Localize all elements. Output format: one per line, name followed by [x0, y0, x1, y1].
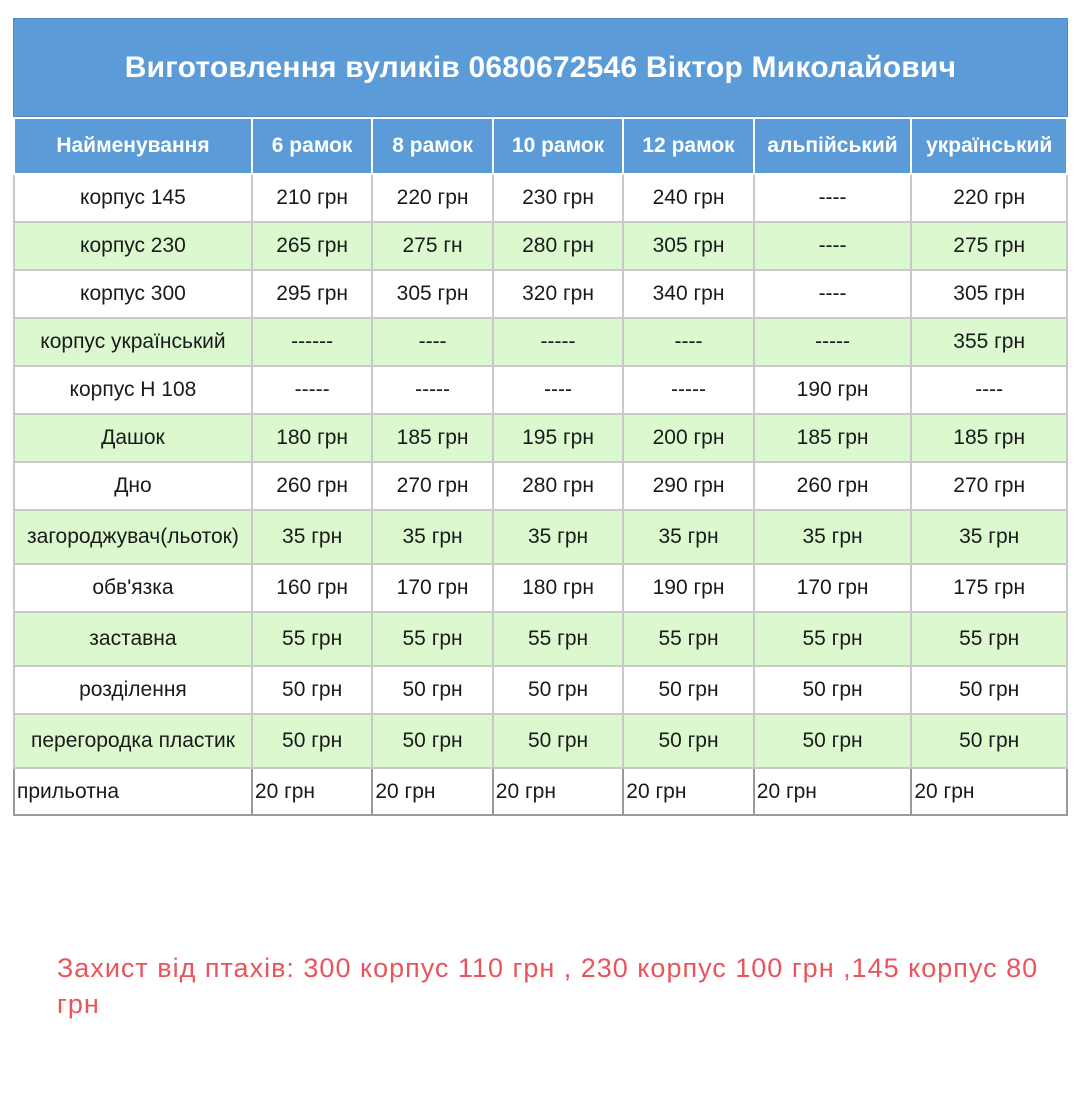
price-cell: -----: [372, 366, 492, 414]
price-cell: 20 грн: [623, 768, 753, 815]
price-cell: ----: [754, 174, 912, 222]
price-cell: 210 грн: [252, 174, 372, 222]
table-row: [14, 366, 1067, 414]
table-row: [14, 414, 1067, 462]
price-cell: 280 грн: [493, 222, 623, 270]
price-cell: ----: [754, 222, 912, 270]
page-title: Виготовлення вуликів 0680672546 Віктор Миколайович: [13, 18, 1068, 117]
price-cell: 50 грн: [493, 714, 623, 768]
price-cell: 175 грн: [911, 564, 1067, 612]
price-cell: 305 грн: [623, 222, 753, 270]
price-cell: 355 грн: [911, 318, 1067, 366]
price-cell: 295 грн: [252, 270, 372, 318]
table-row: [14, 318, 1067, 366]
price-cell: 240 грн: [623, 174, 753, 222]
price-cell: 55 грн: [911, 612, 1067, 666]
table-row: [14, 768, 1067, 815]
price-cell: 50 грн: [911, 666, 1067, 714]
price-cell: -----: [252, 366, 372, 414]
price-cell: 340 грн: [623, 270, 753, 318]
price-cell: 180 грн: [493, 564, 623, 612]
price-cell: 20 грн: [252, 768, 372, 815]
table-row: [14, 510, 1067, 564]
price-cell: 270 грн: [911, 462, 1067, 510]
price-cell: 265 грн: [252, 222, 372, 270]
row-label: розділення: [14, 666, 252, 714]
price-cell: ----: [754, 270, 912, 318]
price-cell: 270 грн: [372, 462, 492, 510]
price-cell: ----: [493, 366, 623, 414]
row-label: корпус 230: [14, 222, 252, 270]
price-cell: 195 грн: [493, 414, 623, 462]
row-label: Дно: [14, 462, 252, 510]
column-header-alpine: альпійський: [754, 118, 912, 174]
table-row: [14, 222, 1067, 270]
price-cell: 260 грн: [252, 462, 372, 510]
price-cell: 20 грн: [911, 768, 1067, 815]
table-header-row: [14, 118, 1067, 174]
price-cell: 50 грн: [754, 714, 912, 768]
price-cell: 20 грн: [372, 768, 492, 815]
price-cell: 320 грн: [493, 270, 623, 318]
price-cell: 290 грн: [623, 462, 753, 510]
price-cell: 55 грн: [754, 612, 912, 666]
price-cell: 35 грн: [252, 510, 372, 564]
row-label: корпус український: [14, 318, 252, 366]
price-cell: ----: [372, 318, 492, 366]
table-row: [14, 714, 1067, 768]
price-cell: 200 грн: [623, 414, 753, 462]
price-cell: ----: [911, 366, 1067, 414]
price-cell: ------: [252, 318, 372, 366]
price-cell: 170 грн: [754, 564, 912, 612]
price-cell: 50 грн: [754, 666, 912, 714]
price-table: [13, 117, 1068, 816]
price-cell: ----: [623, 318, 753, 366]
price-cell: 185 грн: [911, 414, 1067, 462]
row-label: корпус 145: [14, 174, 252, 222]
price-cell: 50 грн: [623, 666, 753, 714]
price-cell: 190 грн: [754, 366, 912, 414]
price-cell: 50 грн: [372, 714, 492, 768]
price-cell: 50 грн: [911, 714, 1067, 768]
price-cell: 220 грн: [372, 174, 492, 222]
price-cell: 55 грн: [493, 612, 623, 666]
row-label: заставна: [14, 612, 252, 666]
bird-protection-note: Захист від птахів: 300 корпус 110 грн , 230 корпус 100 грн ,145 корпус 80 грн: [57, 953, 1039, 1019]
price-cell: 50 грн: [252, 666, 372, 714]
price-cell: 160 грн: [252, 564, 372, 612]
price-cell: 35 грн: [493, 510, 623, 564]
price-cell: 55 грн: [252, 612, 372, 666]
price-cell: 170 грн: [372, 564, 492, 612]
price-cell: 305 грн: [372, 270, 492, 318]
column-header-10-frames: 10 рамок: [493, 118, 623, 174]
table-row: [14, 666, 1067, 714]
price-cell: 50 грн: [623, 714, 753, 768]
price-cell: 35 грн: [754, 510, 912, 564]
price-cell: 190 грн: [623, 564, 753, 612]
price-cell: 55 грн: [623, 612, 753, 666]
price-cell: 185 грн: [372, 414, 492, 462]
price-cell: 305 грн: [911, 270, 1067, 318]
price-cell: 180 грн: [252, 414, 372, 462]
column-header-6-frames: 6 рамок: [252, 118, 372, 174]
price-cell: 50 грн: [252, 714, 372, 768]
price-cell: 20 грн: [493, 768, 623, 815]
price-cell: 35 грн: [623, 510, 753, 564]
column-header-name: Найменування: [14, 118, 252, 174]
table-row: [14, 174, 1067, 222]
price-cell: -----: [754, 318, 912, 366]
price-cell: 20 грн: [754, 768, 912, 815]
row-label: прильотна: [14, 768, 252, 815]
price-cell: 275 грн: [911, 222, 1067, 270]
column-header-ukrainian: український: [911, 118, 1067, 174]
row-label: загороджувач(льоток): [14, 510, 252, 564]
price-cell: 50 грн: [372, 666, 492, 714]
row-label: корпус 300: [14, 270, 252, 318]
row-label: корпус Н 108: [14, 366, 252, 414]
column-header-8-frames: 8 рамок: [372, 118, 492, 174]
column-header-12-frames: 12 рамок: [623, 118, 753, 174]
price-cell: 230 грн: [493, 174, 623, 222]
price-cell: -----: [493, 318, 623, 366]
price-cell: 55 грн: [372, 612, 492, 666]
row-label: Дашок: [14, 414, 252, 462]
price-cell: 35 грн: [911, 510, 1067, 564]
table-row: [14, 270, 1067, 318]
price-cell: 35 грн: [372, 510, 492, 564]
table-row: [14, 564, 1067, 612]
row-label: перегородка пластик: [14, 714, 252, 768]
price-cell: -----: [623, 366, 753, 414]
price-cell: 275 гн: [372, 222, 492, 270]
price-cell: 220 грн: [911, 174, 1067, 222]
price-cell: 185 грн: [754, 414, 912, 462]
row-label: обв'язка: [14, 564, 252, 612]
table-row: [14, 462, 1067, 510]
price-cell: 50 грн: [493, 666, 623, 714]
price-sheet: [13, 18, 1068, 816]
price-cell: 260 грн: [754, 462, 912, 510]
table-row: [14, 612, 1067, 666]
price-cell: 280 грн: [493, 462, 623, 510]
